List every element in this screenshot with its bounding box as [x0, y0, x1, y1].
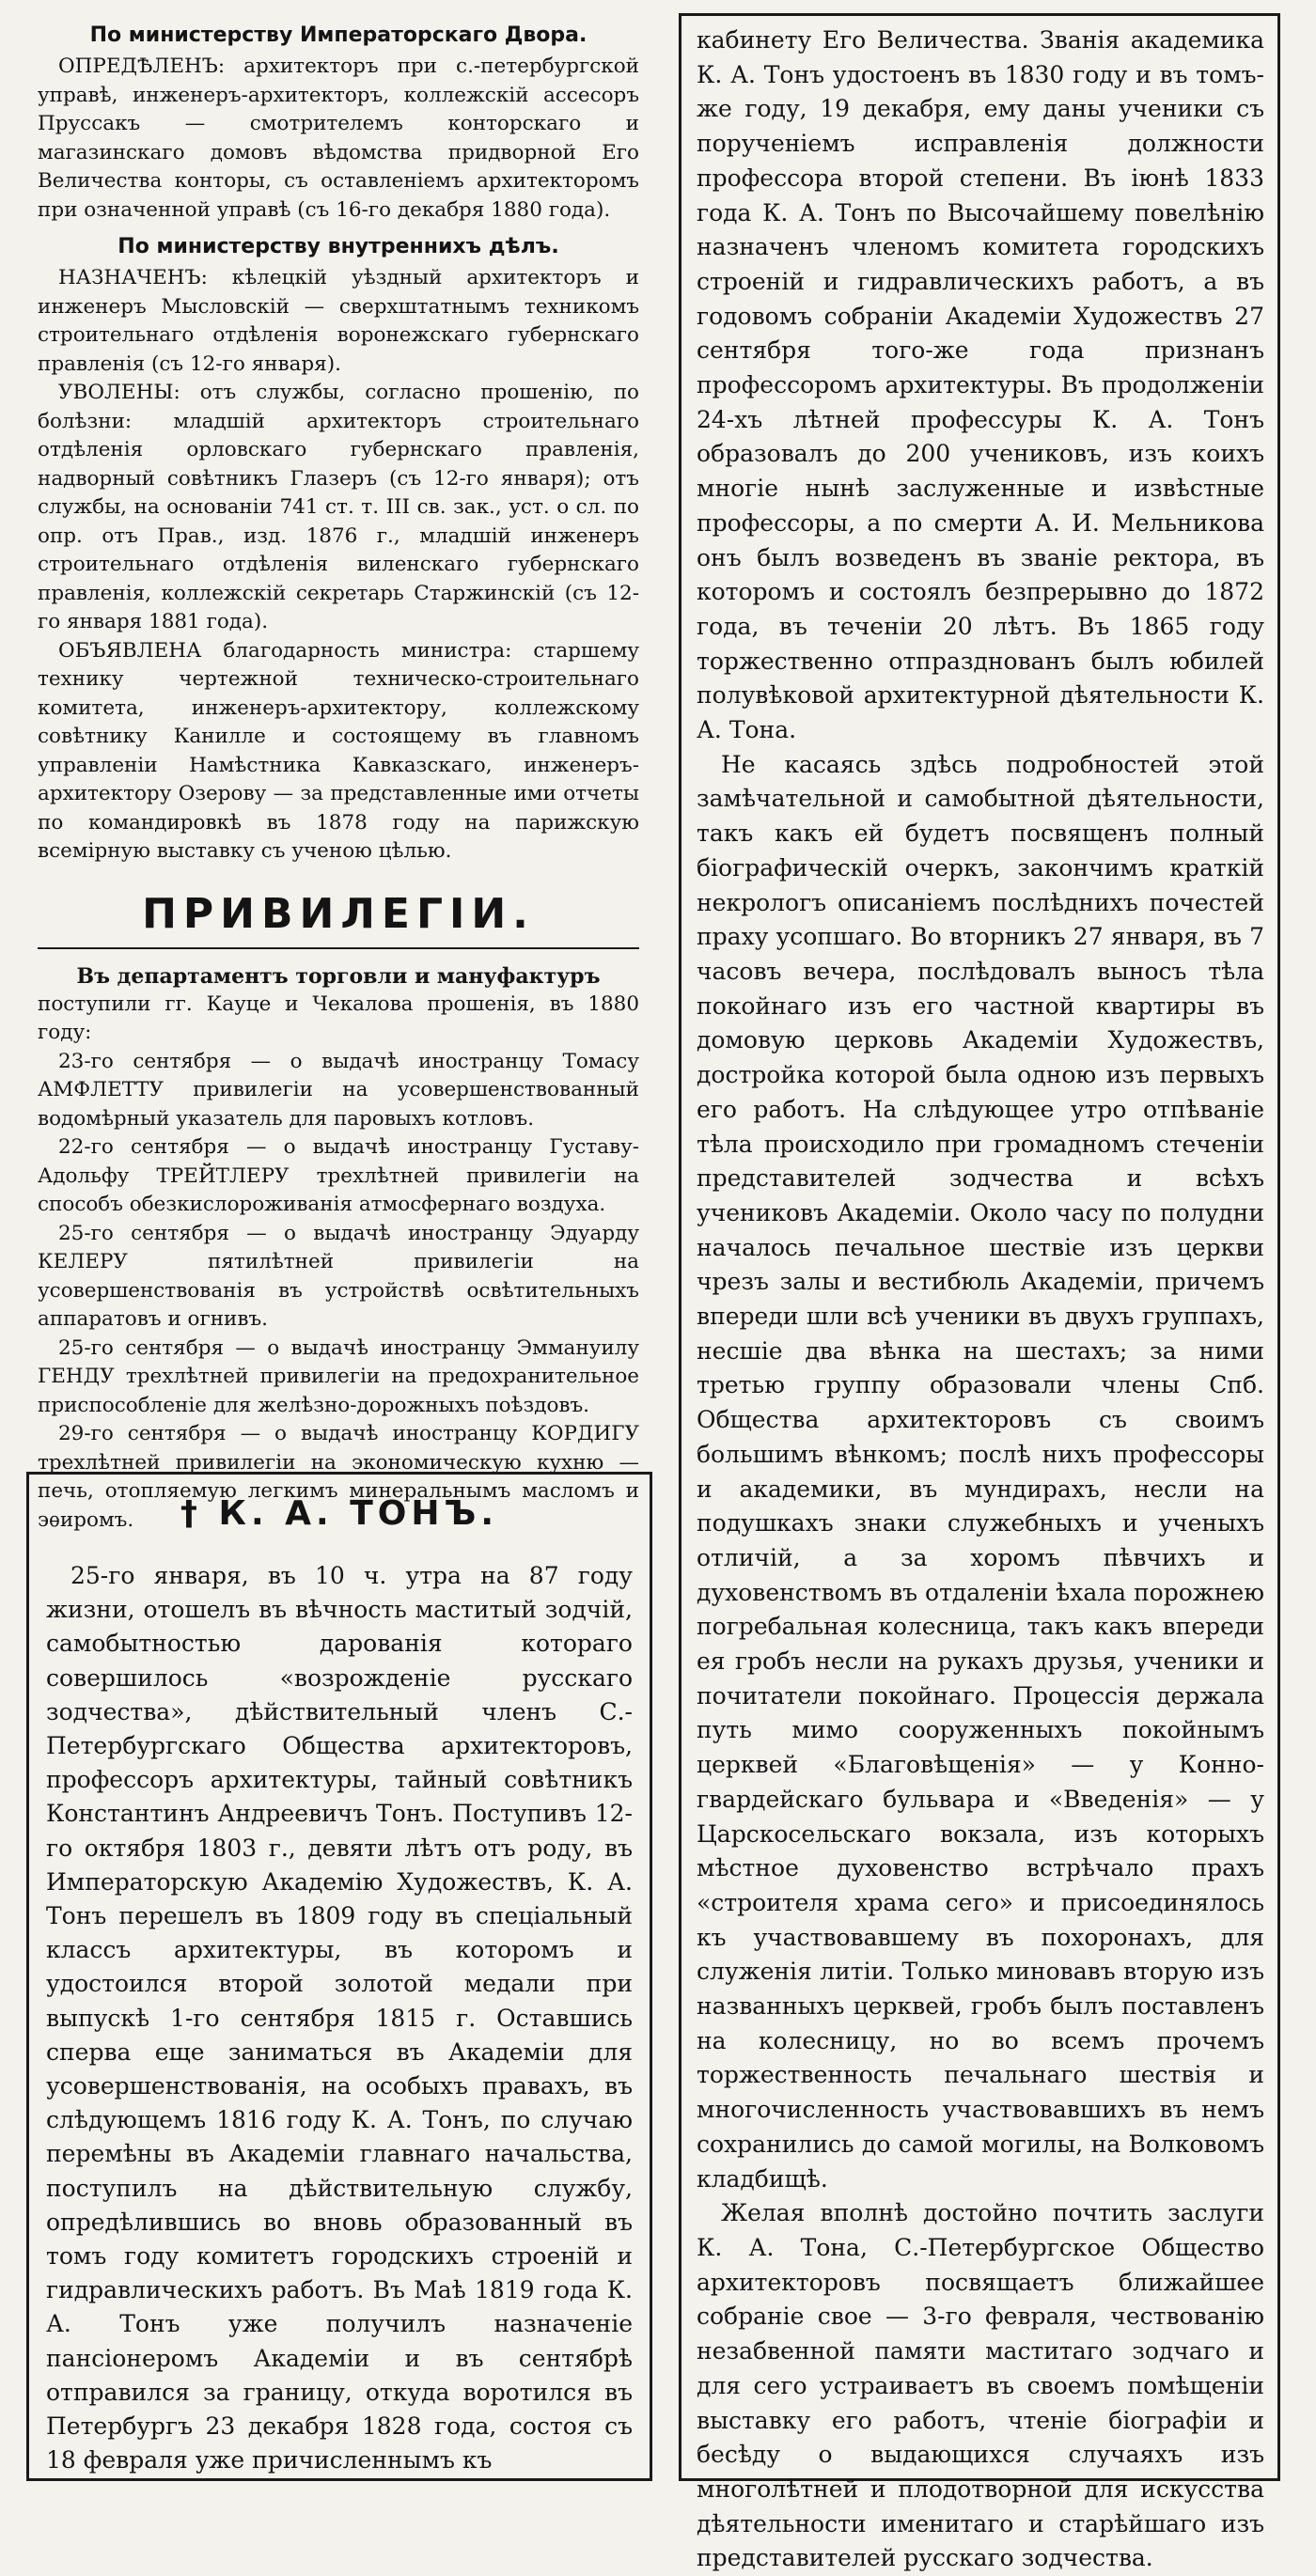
left-column: [38, 21, 639, 1535]
assignment-notice: НАЗНАЧЕНЪ: кѣлецкій уѣздный архитекторъ и инженеръ Мысловскій — сверхштатнымъ техникомъ строительнаго отдѣленія воронежскаго губернскаго правленія (съ 12-го января).: [38, 266, 639, 376]
obituary-continuation: кабинету Его Величества. Званія академика К. А. Тонъ удостоенъ въ 1830 году и въ томъ-же году, 19 декабря, ему даны ученики съ порученіемъ исправленія должности профессора второй степени. Въ іюнѣ 1833 года К. А. Тонъ по Высочайшему повелѣнію назначенъ членомъ комитета городскихъ строеній и гидравлическихъ работъ, а въ годовомъ собраніи Академіи Художествъ 27 сентября того-же года признанъ профессоромъ архитектуры. Въ продолженіи 24-хъ лѣтней профессуры К. А. Тонъ образовалъ до 200 учениковъ, изъ коихъ многіе нынѣ заслуженные и извѣстные профессоры, а по смерти А. И. Мельникова онъ былъ возведенъ въ званіе ректора, въ которомъ и состоялъ безпрерывно до 1872 года, въ теченіи 20 лѣтъ. Въ 1865 году торжественно отпразднованъ былъ юбилей полувѣковой архитектурной дѣятельности К. А. Тона.: [697, 26, 1264, 744]
privileges-intro: поступили гг. Кауце и Чекалова прошенія, въ 1880 году:: [38, 991, 639, 1044]
privilege-item: 25-го сентября — о выдачѣ иностранцу Эдуарду КЕЛЕРУ пятилѣтней привилегіи на усовершенствованія въ устройствѣ освѣтительныхъ аппаратовъ и огнивъ.: [38, 1221, 639, 1331]
obituary-text: 25-го января, въ 10 ч. утра на 87 году жизни, отошелъ въ вѣчность маститый зодчій, самобытностью дарованія котораго совершилось «возрожденіе русскаго зодчества», дѣйствительный членъ С.-Петербургскаго Общества архитекторовъ, профессоръ архитектуры, тайный совѣтникъ Константинъ Андреевичъ Тонъ. Поступивъ 12-го октября 1803 г., девяти лѣтъ отъ роду, въ Императорскую Академію Художествъ, К. А. Тонъ перешелъ въ 1809 году въ спеціальный классъ архитектуры, въ которомъ и удостоился второй золотой медали при выпускѣ 1-го сентября 1815 г. Оставшись сперва еще заниматься въ Академіи для усовершенствованія, на особыхъ правахъ, въ слѣдующемъ 1816 году К. А. Тонъ, по случаю перемѣны въ Академіи главнаго начальства, поступилъ на дѣйствительную службу, опредѣлившись во вновь образованный въ томъ году комитетъ городскихъ строеній и гидравлическихъ работъ. Въ Маѣ 1819 года К. А. Тонъ уже получилъ назначеніе пансіонеромъ Академіи и въ сентябрѣ отправился за границу, откуда воротился въ Петербургъ 23 декабря 1828 года, состоя съ 18 февраля уже причисленнымъ къ: [46, 1562, 633, 2475]
privilege-item: 22-го сентября — о выдачѣ иностранцу Густаву-Адольфу ТРЕЙТЛЕРУ трехлѣтней привилегіи на способъ обезкислороживанія атмосфернаго воздуха.: [38, 1135, 639, 1216]
gratitude-notice: ОБЪЯВЛЕНА благодарность министра: старшему технику чертежной техническо-строительнаго комитета, инженеръ-архитектору, коллежскому совѣтнику Канилле и состоящему въ главномъ управленіи Намѣстника Кавказскаго, инженеръ-архитектору Озерову — за представленные ими отчеты по командировкѣ въ 1878 году на парижскую всемірную выставку съ ученою цѣлью.: [38, 638, 639, 863]
obituary-box: [26, 1472, 652, 2481]
obituary-title: † К. А. ТОНЪ.: [180, 1494, 499, 1533]
privileges-heading: ПРИВИЛЕГІИ.: [142, 889, 535, 938]
section-heading-interior-ministry: По министерству внутреннихъ дѣлъ.: [118, 235, 559, 258]
privilege-item: 25-го сентября — о выдачѣ иностранцу Эммануилу ГЕНДУ трехлѣтней привилегіи на предохранительное приспособленіе для желѣзно-дорожныхъ поѣздовъ.: [38, 1335, 639, 1417]
privilege-item: 23-го сентября — о выдачѣ иностранцу Томасу АМФЛЕТТУ привилегіи на усовершенствованный водомѣрный указатель для паровыхъ котловъ.: [38, 1049, 639, 1131]
privileges-subheading: Въ департаментъ торговли и мануфактуръ: [76, 963, 601, 989]
society-tribute: Желая вполнѣ достойно почтить заслуги К. А. Тона, С.-Петербургское Общество архитекторовъ посвящаетъ ближайшее собраніе свое — 3-го февраля, чествованію незабвенной памяти маститаго зодчаго и для сего устраиваетъ въ своемъ помѣщеніи выставку его работъ, чтеніе біографіи и бесѣду о выдающихся случаяхъ изъ многолѣтней и плодотворной для искусства дѣятельности именитаго и старѣйшаго изъ представителей русскаго зодчества.: [697, 2199, 1264, 2572]
right-column-box: [679, 13, 1280, 2572]
section-heading-court-ministry: По министерству Императорскаго Двора.: [89, 23, 588, 47]
privilege-item: 29-го сентября — о выдачѣ иностранцу КОРДИГУ трехлѣтней привилегіи на экономическую кухню — печь, отопляемую легкимъ минеральнымъ масломъ и эѳиромъ.: [38, 1422, 639, 1532]
dismissal-notice: УВОЛЕНЫ: отъ службы, согласно прошенію, по болѣзни: младшій архитекторъ строительнаго отдѣленія орловскаго губернскаго правленія, надворный совѣтникъ Глазеръ (съ 12-го января); отъ службы, на основаніи 741 ст. т. III св. зак., уст. о сл. по опр. отъ Прав., изд. 1876 г., младшій инженеръ строительнаго отдѣленія виленскаго губернскаго правленія, коллежскій секретарь Старжинскій (съ 12-го января 1881 года).: [38, 381, 639, 633]
funeral-description: Не касаясь здѣсь подробностей этой замѣчательной и самобытной дѣятельности, такъ какъ ей будетъ посвященъ полный біографическій очеркъ, закончимъ краткій некрологъ описаніемъ послѣднихъ почестей праху усопшаго. Во вторникъ 27 января, въ 7 часовъ вечера, послѣдовалъ выносъ тѣла покойнаго изъ его частной квартиры въ домовую церковь Академіи Художествъ, достройка которой была одною изъ первыхъ его работъ. На слѣдующее утро отпѣваніе тѣла происходило при громадномъ стеченіи представителей зодчества и всѣхъ учениковъ Академіи. Около часу по полудни началось печальное шествіе изъ церкви чрезъ залы и вестибюль Академіи, причемъ впереди шли всѣ ученики въ двухъ группахъ, несшіе два вѣнка на шестахъ; за ними третью группу образовали члены Спб. Общества архитекторовъ съ своимъ большимъ вѣнкомъ; послѣ нихъ профессоры и академики, въ мундирахъ, несли на подушкахъ знаки служебныхъ и ученыхъ отличій, а за хоромъ пѣвчихъ и духовенствомъ въ отдаленіи ѣхала порожнею погребальная колесница, такъ какъ впереди ея гробъ несли на рукахъ друзья, ученики и почитатели покойнаго. Процессія держала путь мимо сооруженныхъ покойнымъ церквей «Благовѣщенія» — у Конно-гвардейскаго бульвара и «Введенія» — у Царскосельскаго вокзала, изъ которыхъ мѣстное духовенство встрѣчало прахъ «строителя храма сего» и присоединялось къ участвовавшему въ похоронахъ, для служенія литіи. Только миновавъ вторую изъ названныхъ церквей, гробъ былъ поставленъ на колесницу, но во всемъ прочемъ торжественность печальнаго шествія и многочисленность участвовавшихъ въ немъ сохранились до самой могилы, на Волковомъ кладбищѣ.: [697, 750, 1264, 2193]
appointment-notice: ОПРЕДѢЛЕНЪ: архитекторъ при с.-петербургской управѣ, инженеръ-архитекторъ, коллежскій ассесоръ Пруссакъ — смотрителемъ конторскаго и магазинскаго домовъ вѣдомства придворной Его Величества конторы, съ оставленіемъ архитекторомъ при означенной управѣ (съ 16-го декабря 1880 года).: [38, 55, 639, 222]
heading-divider: [38, 947, 639, 949]
